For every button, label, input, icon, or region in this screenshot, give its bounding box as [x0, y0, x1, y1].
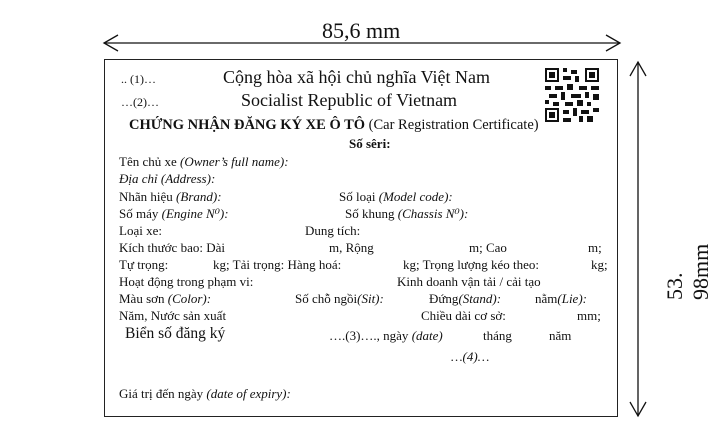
brand-field: Nhãn hiệu (Brand): [119, 189, 222, 204]
title-vi: CHỨNG NHẬN ĐĂNG KÝ XE Ô TÔ [129, 117, 366, 133]
issue-date-line: ….(3)…., ngày (date) [329, 328, 443, 343]
plate-number-field: Biển số đăng ký [125, 325, 226, 342]
owner-field: Tên chủ xe (Owner’s full name): [119, 154, 289, 169]
dimensions-unit-end: m; [588, 240, 602, 255]
registration-card [104, 59, 618, 417]
dimensions-label: Kích thước bao: Dài [119, 240, 225, 255]
reference-1: .. (1)… [121, 72, 156, 86]
model-code-field: Số loại (Model code): [339, 189, 453, 204]
dimensions-height-label: m; Cao [469, 240, 507, 255]
towed-weight-unit: kg; [591, 257, 608, 272]
towed-weight-label: kg; Trọng lượng kéo theo: [403, 257, 539, 272]
country-name-en: Socialist Republic of Vietnam [241, 90, 458, 110]
expiry-date-field: Giá trị đến ngày (date of expiry): [119, 386, 291, 401]
certificate-title [129, 117, 539, 134]
chassis-number-field: Số khung (Chassis N⁰): [345, 206, 469, 221]
color-field: Màu sơn (Color): [119, 291, 212, 306]
manufacture-year-country-field: Năm, Nước sản xuất [119, 308, 227, 323]
country-name-vi: Cộng hòa xã hội chủ nghĩa Việt Nam [223, 67, 491, 87]
standing-field: Đứng(Stand): [429, 291, 502, 306]
operating-scope-field: Hoạt động trong phạm vi: [119, 274, 254, 289]
seats-field: Số chỗ ngồi(Sit): [295, 291, 384, 306]
self-weight-label: Tự trọng: [119, 257, 169, 272]
issue-year-label: năm [549, 328, 572, 343]
dimensions-width-label: m, Rộng [329, 240, 374, 255]
serial-label: Số sêri: [349, 136, 391, 151]
lying-field: nằm(Lie): [535, 291, 587, 306]
business-type-field: Kinh doanh vận tải / cải tạo [397, 274, 541, 289]
vehicle-type-field: Loại xe: [119, 223, 162, 238]
reference-4: …(4)… [451, 349, 490, 364]
reference-2: …(2)… [121, 95, 159, 109]
qr-code-icon [545, 68, 599, 122]
capacity-field: Dung tích: [305, 223, 361, 238]
engine-number-field: Số máy (Engine N⁰): [119, 206, 229, 221]
load-capacity-label: kg; Tải trọng: Hàng hoá: [213, 257, 342, 272]
address-field: Địa chỉ (Address): [119, 171, 216, 186]
title-en: (Car Registration Certificate) [368, 117, 539, 133]
wheelbase-unit: mm; [577, 308, 601, 323]
wheelbase-field: Chiều dài cơ sở: [421, 308, 506, 323]
issue-month-label: tháng [483, 328, 512, 343]
height-dimension-label: 53. 98mm [662, 243, 713, 300]
width-dimension-label: 85,6 mm [322, 18, 401, 43]
